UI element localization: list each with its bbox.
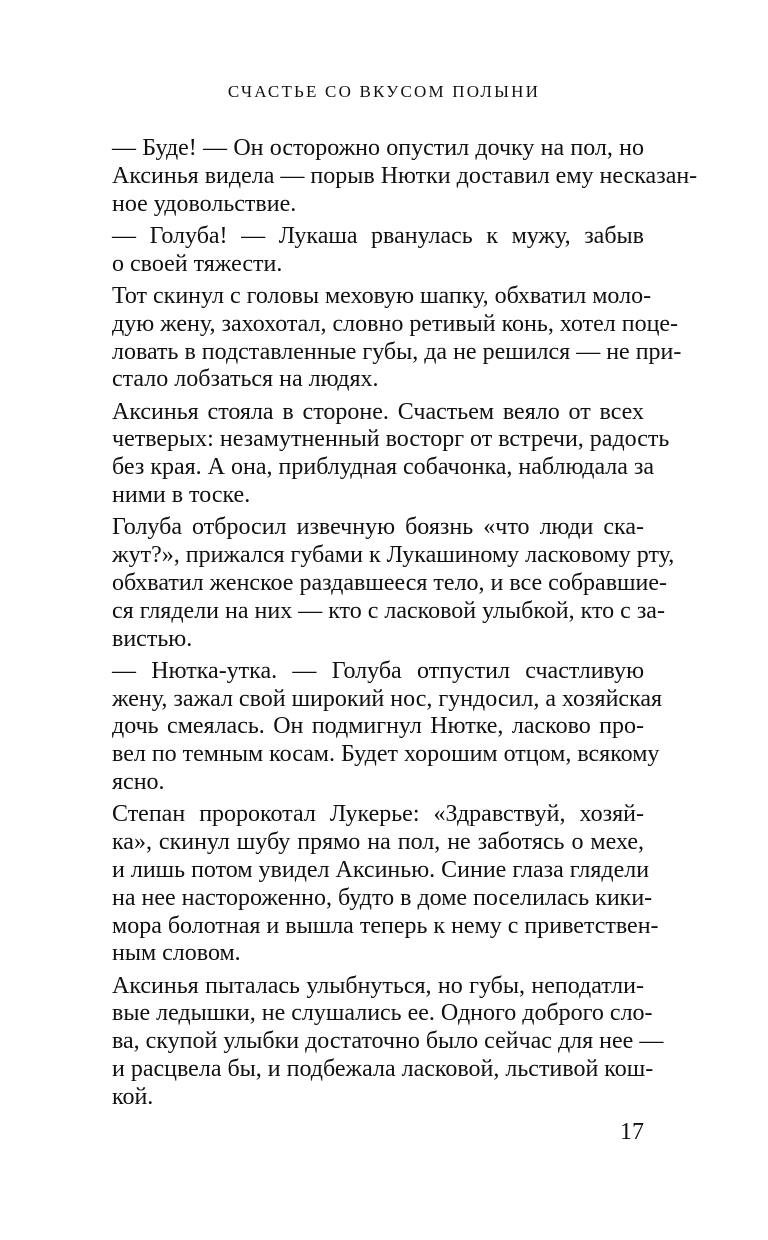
text-line: без края. А она, приблудная собачонка, наблюдала за [112, 454, 655, 481]
text-line: кой. [112, 1083, 154, 1110]
text-line: Аксинья стояла в стороне. Счастьем веяло от всех [112, 398, 644, 425]
text-line: и лишь потом увидел Аксинью. Синие глаза глядели [112, 856, 650, 883]
body-text [112, 135, 698, 1116]
paragraph [112, 223, 644, 279]
text-line: ловать в подставленные губы, да не решился — не при- [112, 338, 682, 365]
text-line: на нее настороженно, будто в доме поселилась кики- [112, 884, 653, 911]
text-line: ное удовольствие. [112, 190, 297, 217]
text-line: вые ледышки, не слушались ее. Одного доброго сло- [112, 1000, 653, 1027]
paragraph [112, 135, 698, 218]
paragraph [112, 282, 682, 394]
text-line: Аксинья пыталась улыбнуться, но губы, неподатли- [112, 972, 644, 999]
text-line: ва, скупой улыбки достаточно было сейчас для нее — [112, 1028, 664, 1055]
text-line: ным словом. [112, 940, 241, 967]
text-line: жену, зажал свой широкий нос, гундосил, а хозяйская [112, 685, 663, 712]
text-line: — Нютка-утка. — Голуба отпустил счастливую [112, 657, 644, 684]
text-line: дочь смеялась. Он подмигнул Нютке, ласково про- [112, 713, 644, 740]
text-line: стало лобзаться на людях. [112, 366, 379, 393]
text-line: вистью. [112, 625, 193, 652]
text-line: Степан пророкотал Лукерье: «Здравствуй, хозяй- [112, 801, 644, 828]
text-line: — Голуба! — Лукаша рванулась к мужу, забыв [112, 222, 644, 249]
text-line: Голуба отбросил извечную боязнь «что люди ска- [112, 514, 644, 541]
text-line: мора болотная и вышла теперь к нему с приветствен- [112, 912, 659, 939]
text-line: дую жену, захохотал, словно ретивый конь, хотел поце- [112, 310, 679, 337]
text-line: и расцвела бы, и подбежала ласковой, льстивой кош- [112, 1056, 654, 1082]
paragraph [112, 801, 659, 968]
page-number: 17 [620, 1119, 644, 1145]
text-line: — Буде! — Он осторожно опустил дочку на пол, но [112, 135, 644, 161]
text-line: жут?», прижался губами к Лукашиному ласковому рту, [112, 542, 675, 569]
text-line: обхватил женское раздавшееся тело, и все собравшие- [112, 569, 667, 596]
text-line: ка», скинул шубу прямо на пол, не заботясь о мехе, [112, 829, 644, 856]
running-head: СЧАСТЬЕ СО ВКУСОМ ПОЛЫНИ [227, 82, 541, 101]
text-line: ними в тоске. [112, 482, 251, 509]
text-line: Аксинья видела — порыв Нютки доставил ему несказан- [112, 162, 698, 189]
text-line: вел по темным косам. Будет хорошим отцом, всякому [112, 741, 660, 768]
paragraph [112, 514, 675, 653]
text-line: четверых: незамутненный восторг от встречи, радость [112, 426, 670, 453]
text-line: Тот скинул с головы меховую шапку, обхватил моло- [112, 282, 652, 309]
text-line: ся глядели на них — кто с ласковой улыбкой, кто с за- [112, 597, 665, 624]
text-line: о своей тяжести. [112, 250, 283, 277]
paragraph [112, 657, 663, 797]
text-line: ясно. [112, 769, 165, 796]
paragraph [112, 398, 670, 510]
paragraph [112, 972, 664, 1112]
